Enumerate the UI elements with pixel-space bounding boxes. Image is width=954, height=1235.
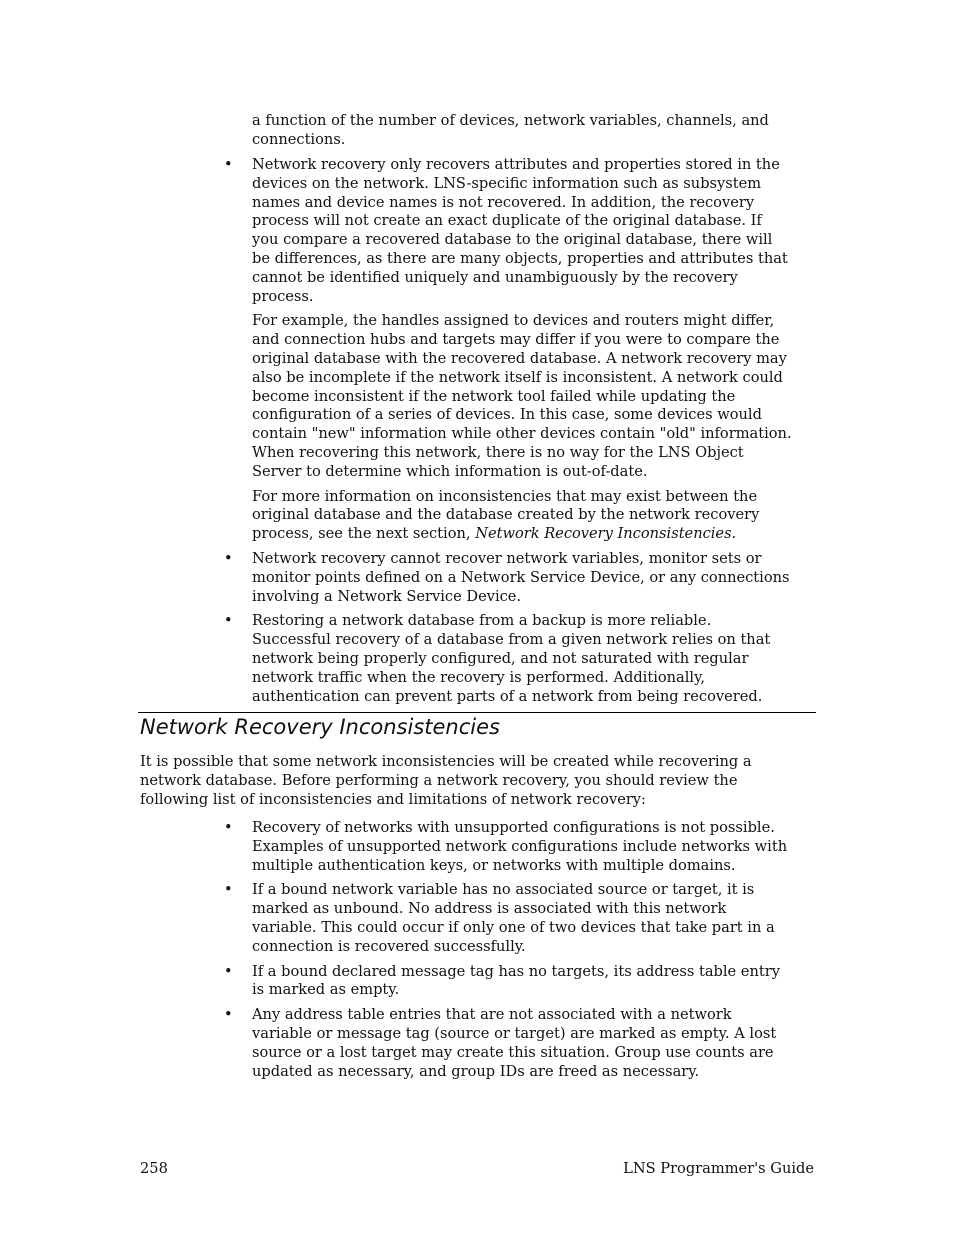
list-item (252, 612, 792, 706)
book-title: LNS Programmer's Guide (623, 1160, 814, 1177)
list-item-paragraph: For example, the handles assigned to devices and routers might differ, and connection hubs and targets may differ if you were to compare the original database with the recovered database. A network recovery may also be incomplete if the network itself is inconsistent. A network could become inconsistent if the network tool failed while updating the configuration of a series of devices. In this case, some devices would contain "new" information while other devices contain "old" information. When recovering this network, there is no way for the LNS Object Server to determine which information is out-of-date. (252, 312, 792, 480)
page-number: 258 (140, 1160, 168, 1177)
intro-paragraph: It is possible that some network inconsistencies will be created while recovering a network database. Before performing a network recovery, you should review the following list of inconsistencies and limitations of network recovery: (140, 753, 752, 808)
list-item-text: • If a bound network variable has no associated source or target, it is marked as unbound. No address is associated with this network variable. This could occur if only one of two devices that take part in a connection is recovered successfully. (252, 881, 775, 955)
list-item (252, 819, 792, 875)
list-item-text: • If a bound declared message tag has no targets, its address table entry is marked as empty. (252, 962, 780, 999)
list-item (252, 156, 792, 544)
list-item-text: • Network recovery cannot recover network variables, monitor sets or monitor points defined on a Network Service Device, or any connections involving a Network Service Device. (252, 549, 790, 605)
section-heading: Network Recovery Inconsistencies (140, 715, 500, 739)
continuation-text: a function of the number of devices, network variables, channels, and connections. (252, 112, 769, 148)
cross-reference-suffix: . (731, 525, 737, 543)
list-item-paragraph (252, 488, 792, 544)
list-item-text: • Restoring a network database from a backup is more reliable. Successful recovery of a database from a given network relies on that network being properly configured, and not saturated with regular network traffic when the recovery is performed. Additionally, authentication can prevent parts of a network from being recovered. (252, 612, 771, 705)
cross-reference-prefix: For more information on inconsistencies that may exist between the original database and the database created by the network recovery process, see the next section, (252, 487, 760, 543)
list-item-text: • Network recovery only recovers attributes and properties stored in the devices on the network. LNS-specific information such as subsystem names and device names is not recovered. In addition, the recovery process will not create an exact duplicate of the original database. If you compare a recovered database to the original database, there will be differences, as there are many objects, properties and attributes that cannot be identified uniquely and unambiguously by the recovery process. (252, 156, 788, 305)
inconsistencies-list (252, 819, 792, 1087)
list-item (252, 1006, 792, 1081)
limitations-list (252, 156, 792, 712)
list-item (252, 881, 792, 956)
list-item-text: • Recovery of networks with unsupported configurations is not possible. Examples of unsupported network configurations include networks with multiple authentication keys, or networks with multiple domains. (252, 819, 788, 874)
list-item (252, 963, 792, 1001)
cross-reference-link[interactable]: Network Recovery Inconsistencies (475, 525, 732, 543)
list-item (252, 550, 792, 606)
list-item-text: • Any address table entries that are not associated with a network variable or message tag (source or target) are marked as empty. A lost source or a lost target may create this situation. Group use counts are updated as necessary, and group IDs are freed as necessary. (252, 1006, 777, 1080)
